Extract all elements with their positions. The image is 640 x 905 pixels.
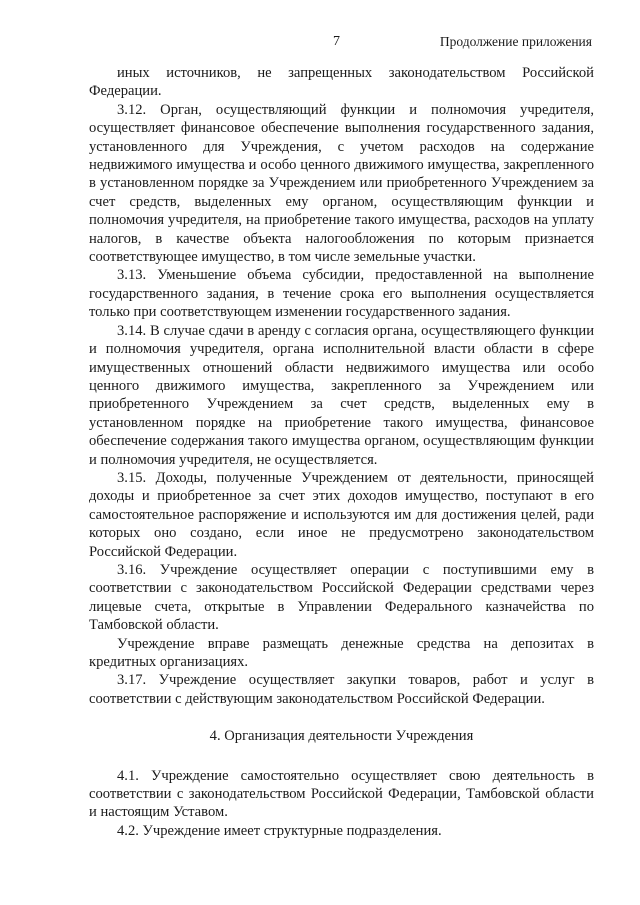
paragraph-continuation: иных источников, не запрещенных законодательством Российской Федерации. (89, 65, 594, 100)
paragraph-3-14: 3.14. В случае сдачи в аренду с согласия органа, осуществляющего функции и полномочия учредителя, органа исполнительной власти области в сфере имущественных отношений области недвижимого имущества или особо ценного движимого имущества, закрепленного за Учреждением или приобретенного Учреждением за счет средств, выделенных ему в установленном порядке на приобретение такого имущества, финансовое обеспечение содержания такого имущества органом, осуществляющим функции и полномочия учредителя, не осуществляется. (89, 322, 594, 468)
page-number: 7 (333, 34, 340, 49)
section-heading: 4. Организация деятельности Учреждения (209, 728, 474, 745)
page-header (0, 34, 640, 54)
paragraph-4-1: 4.1. Учреждение самостоятельно осуществляет свою деятельность в соответствии с законодательством Российской Федерации, Тамбовской области и настоящим Уставом. (89, 767, 594, 821)
document-body (89, 64, 594, 840)
paragraph-4-2: 4.2. Учреждение имеет структурные подразделения. (117, 822, 442, 839)
paragraph-3-12: 3.12. Орган, осуществляющий функции и полномочия учредителя, осуществляет финансовое обеспечение выполнения государственного задания, установленного для Учреждения, с учетом расходов на содержание недвижимого имущества и особо ценного движимого имущества, закрепленного в установленном порядке за Учреждением или приобретенного Учреждением за счет средств, выделенных ему органом, осуществляющим функции и полномочия учредителя, на приобретение такого имущества, расходов на уплату налогов, в качестве объекта налогообложения по которым признается соответствующее имущество, в том числе земельные участки. (89, 101, 594, 266)
paragraph-3-15: 3.15. Доходы, полученные Учреждением от деятельности, приносящей доходы и приобретенное за счет этих доходов имущество, поступают в его самостоятельное распоряжение и используются им для достижения целей, ради которых оно создано, если иное не предусмотрено законодательством Российской Федерации. (89, 469, 594, 560)
paragraph-3-16: 3.16. Учреждение осуществляет операции с поступившими ему в соответствии с законодательством Российской Федерации средствами через лицевые счета, открытые в Управлении Федерального казначейства по Тамбовской области. (89, 561, 594, 634)
paragraph-3-17: 3.17. Учреждение осуществляет закупки товаров, работ и услуг в соответствии с действующим законодательством Российской Федерации. (89, 672, 594, 707)
paragraph-deposits: Учреждение вправе размещать денежные средства на депозитах в кредитных организациях. (89, 635, 594, 670)
paragraph-3-13: 3.13. Уменьшение объема субсидии, предоставленной на выполнение государственного задания, в течение срока его выполнения осуществляется только при соответствующем изменении государственного задания. (89, 267, 594, 321)
running-head: Продолжение приложения (439, 34, 592, 49)
